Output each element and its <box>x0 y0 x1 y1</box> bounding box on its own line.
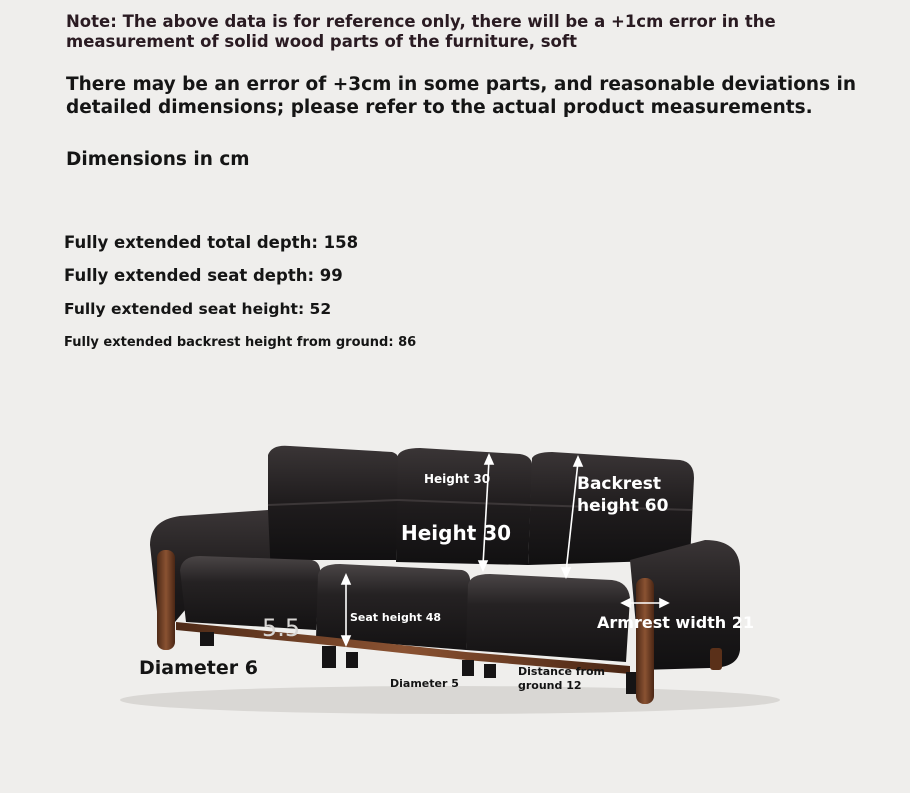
label-distance-line2: ground 12 <box>518 679 582 692</box>
dimensions-title: Dimensions in cm <box>66 149 250 170</box>
back-cushion-middle <box>396 448 532 565</box>
wood-leg-back-right <box>710 648 722 670</box>
reference-note: Note: The above data is for reference only, there will be a +1cm error in the measurement of solid wood parts of the furniture, soft <box>66 12 776 51</box>
label-diameter-5: Diameter 5 <box>390 677 459 690</box>
label-backrest-line2: height 60 <box>577 496 669 516</box>
label-backrest-line1: Backrest <box>577 474 661 494</box>
wood-leg-front-left <box>157 550 175 650</box>
label-diameter-6: Diameter 6 <box>139 657 258 679</box>
label-height-small: Height 30 <box>424 472 491 486</box>
label-seat-height: Seat height 48 <box>350 611 442 624</box>
spec-total-depth: Fully extended total depth: 158 <box>64 233 359 252</box>
spec-backrest-height: Fully extended backrest height from ground: 86 <box>64 335 417 350</box>
label-armrest-width: Armrest width 21 <box>597 613 755 632</box>
spec-seat-depth: Fully extended seat depth: 99 <box>64 266 343 285</box>
error-note: There may be an error of +3cm in some parts, and reasonable deviations in detailed dimensions; please refer to the actual product measurements. <box>66 74 857 118</box>
spec-seat-height: Fully extended seat height: 52 <box>64 300 332 318</box>
wood-leg-front-right <box>636 578 654 704</box>
floor-shadow <box>120 686 780 714</box>
seat-cushion-middle <box>316 564 470 650</box>
label-leg-mark: 5.5 <box>262 614 301 642</box>
label-distance-line1: Distance from <box>518 665 606 678</box>
label-height-big: Height 30 <box>401 521 512 545</box>
